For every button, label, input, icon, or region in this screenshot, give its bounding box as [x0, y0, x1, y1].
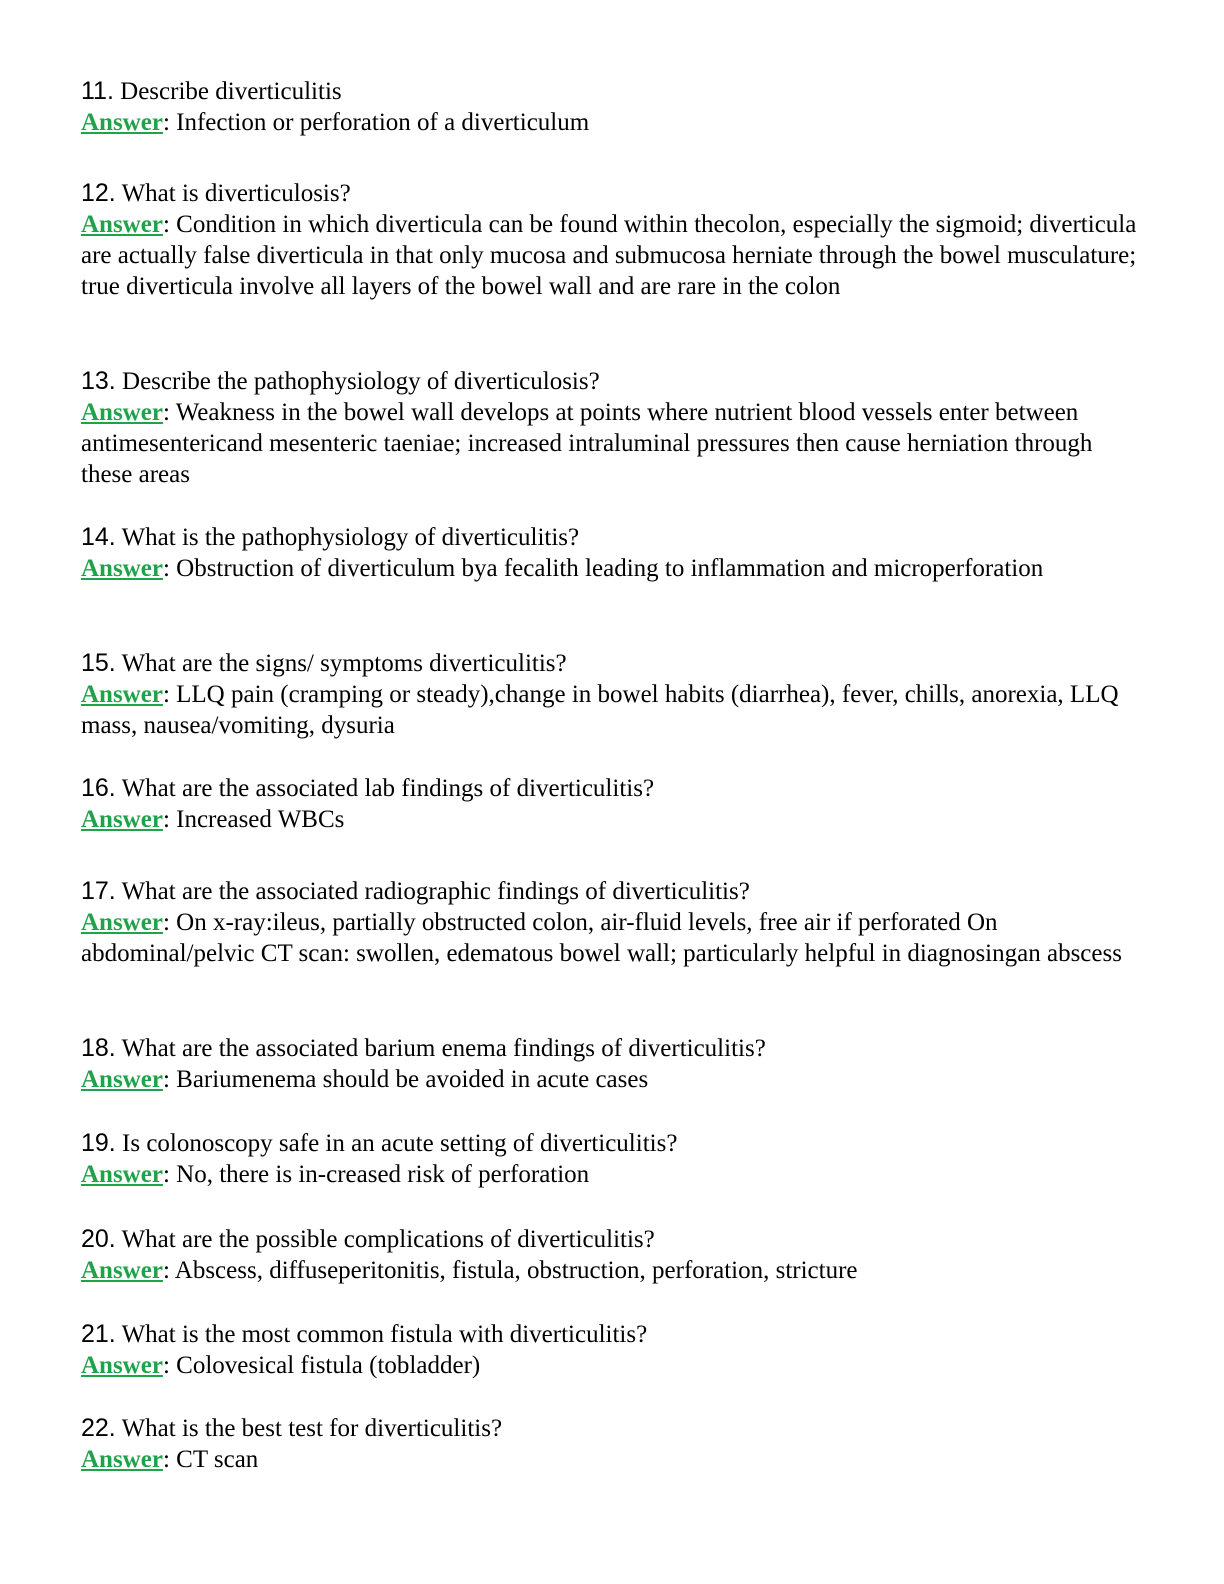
answer-text: LLQ pain (cramping or steady),change in bowel habits (diarrhea), fever, chills, anorexia, LLQ mass, nausea/vomiting, dysuria	[81, 681, 1119, 739]
qa-item-16	[81, 773, 1143, 835]
question-text: Describe the pathophysiology of diverticulosis?	[122, 368, 600, 395]
question-text: Is colonoscopy safe in an acute setting of diverticulitis?	[122, 1130, 678, 1157]
qa-item-19	[81, 1128, 1143, 1190]
answer: Answer: Abscess, diffuseperitonitis, fistula, obstruction, perforation, stricture	[81, 1257, 858, 1284]
answer: Answer: Increased WBCs	[81, 806, 345, 833]
qa-item-11	[81, 76, 1143, 138]
answer: Answer: Weakness in the bowel wall develops at points where nutrient blood vessels enter between antimesentericand mesenteric taeniae; increased intraluminal pressures then cause herniation through these areas	[81, 399, 1093, 488]
answer-label: Answer	[81, 909, 163, 936]
question	[81, 522, 1143, 553]
qa-item-18	[81, 1033, 1143, 1095]
question-text: What are the signs/ symptoms diverticulitis?	[121, 650, 567, 677]
question-number: 21.	[81, 1320, 116, 1348]
question-number: 15.	[81, 649, 116, 677]
answer-label: Answer	[81, 211, 163, 238]
question-text: What are the possible complications of diverticulitis?	[121, 1226, 655, 1253]
qa-item-14	[81, 522, 1143, 584]
question	[81, 1033, 1143, 1064]
answer: Answer: Condition in which diverticula can be found within thecolon, especially the sigmoid; diverticula are actually false diverticula in that only mucosa and submucosa herniate through the bowel musculature; true diverticula involve all layers of the bowel wall and are rare in the colon	[81, 211, 1137, 300]
answer: Answer: No, there is in-creased risk of perforation	[81, 1161, 590, 1188]
answer-label: Answer	[81, 681, 163, 708]
question-number: 11.	[81, 77, 114, 105]
question	[81, 178, 1143, 209]
qa-item-22	[81, 1413, 1143, 1475]
question-text: What is the pathophysiology of diverticulitis?	[121, 524, 580, 551]
qa-item-15	[81, 648, 1143, 741]
qa-item-13	[81, 366, 1143, 490]
answer-text: No, there is in-creased risk of perforation	[176, 1161, 590, 1188]
question	[81, 1319, 1143, 1350]
qa-item-20	[81, 1224, 1143, 1286]
answer-label: Answer	[81, 555, 163, 582]
answer: Answer: Obstruction of diverticulum bya fecalith leading to inflammation and microperforation	[81, 555, 1044, 582]
question	[81, 1128, 1143, 1159]
answer: Answer: Colovesical fistula (tobladder)	[81, 1352, 481, 1379]
question-number: 17.	[81, 877, 116, 905]
question-text: What are the associated lab findings of diverticulitis?	[121, 775, 655, 802]
question	[81, 1224, 1143, 1255]
answer-text: Increased WBCs	[176, 806, 345, 833]
question-text: What are the associated radiographic findings of diverticulitis?	[121, 878, 750, 905]
question	[81, 366, 1143, 397]
answer-text: On x-ray:ileus, partially obstructed colon, air-fluid levels, free air if perforated On abdominal/pelvic CT scan: swollen, edematous bowel wall; particularly helpful in diagnosingan abscess	[81, 909, 1122, 967]
question	[81, 773, 1143, 804]
answer-label: Answer	[81, 399, 163, 426]
answer-label: Answer	[81, 109, 163, 136]
question	[81, 1413, 1143, 1444]
question-text: What are the associated barium enema findings of diverticulitis?	[121, 1035, 766, 1062]
qa-item-12	[81, 178, 1143, 302]
answer-label: Answer	[81, 1257, 163, 1284]
question-text: What is diverticulosis?	[121, 180, 351, 207]
answer-text: CT scan	[176, 1446, 259, 1473]
question-number: 22.	[81, 1414, 116, 1442]
answer-text: Weakness in the bowel wall develops at points where nutrient blood vessels enter between antimesentericand mesenteric taeniae; increased intraluminal pressures then cause herniation through these areas	[81, 399, 1093, 488]
qa-item-17	[81, 876, 1143, 969]
question-text: What is the best test for diverticulitis?	[121, 1415, 503, 1442]
answer-label: Answer	[81, 1446, 163, 1473]
answer: Answer: On x-ray:ileus, partially obstructed colon, air-fluid levels, free air if perforated On abdominal/pelvic CT scan: swollen, edematous bowel wall; particularly helpful in diagnosingan abscess	[81, 909, 1122, 967]
question	[81, 648, 1143, 679]
question-number: 19.	[81, 1129, 116, 1157]
answer: Answer: LLQ pain (cramping or steady),change in bowel habits (diarrhea), fever, chills, anorexia, LLQ mass, nausea/vomiting, dysuria	[81, 681, 1119, 739]
answer-text: Obstruction of diverticulum bya fecalith leading to inflammation and microperforation	[176, 555, 1044, 582]
question-text: Describe diverticulitis	[120, 78, 342, 105]
question	[81, 76, 1143, 107]
question-number: 13.	[81, 367, 116, 395]
answer: Answer: CT scan	[81, 1446, 259, 1473]
question-text: What is the most common fistula with diverticulitis?	[121, 1321, 648, 1348]
answer-text: Condition in which diverticula can be found within thecolon, especially the sigmoid; diverticula are actually false diverticula in that only mucosa and submucosa herniate through the bowel musculature; true diverticula involve all layers of the bowel wall and are rare in the colon	[81, 211, 1137, 300]
answer: Answer: Bariumenema should be avoided in acute cases	[81, 1066, 649, 1093]
answer-label: Answer	[81, 806, 163, 833]
answer-label: Answer	[81, 1352, 163, 1379]
answer-text: Bariumenema should be avoided in acute cases	[176, 1066, 649, 1093]
question-number: 12.	[81, 179, 116, 207]
answer-label: Answer	[81, 1066, 163, 1093]
answer-text: Colovesical fistula (tobladder)	[176, 1352, 481, 1379]
answer-label: Answer	[81, 1161, 163, 1188]
question	[81, 876, 1143, 907]
answer-text: Infection or perforation of a diverticulum	[176, 109, 590, 136]
question-number: 18.	[81, 1034, 116, 1062]
answer-text: Abscess, diffuseperitonitis, fistula, obstruction, perforation, stricture	[174, 1257, 858, 1284]
qa-item-21	[81, 1319, 1143, 1381]
answer: Answer: Infection or perforation of a diverticulum	[81, 109, 590, 136]
question-number: 14.	[81, 523, 116, 551]
question-number: 16.	[81, 774, 116, 802]
question-number: 20.	[81, 1225, 116, 1253]
